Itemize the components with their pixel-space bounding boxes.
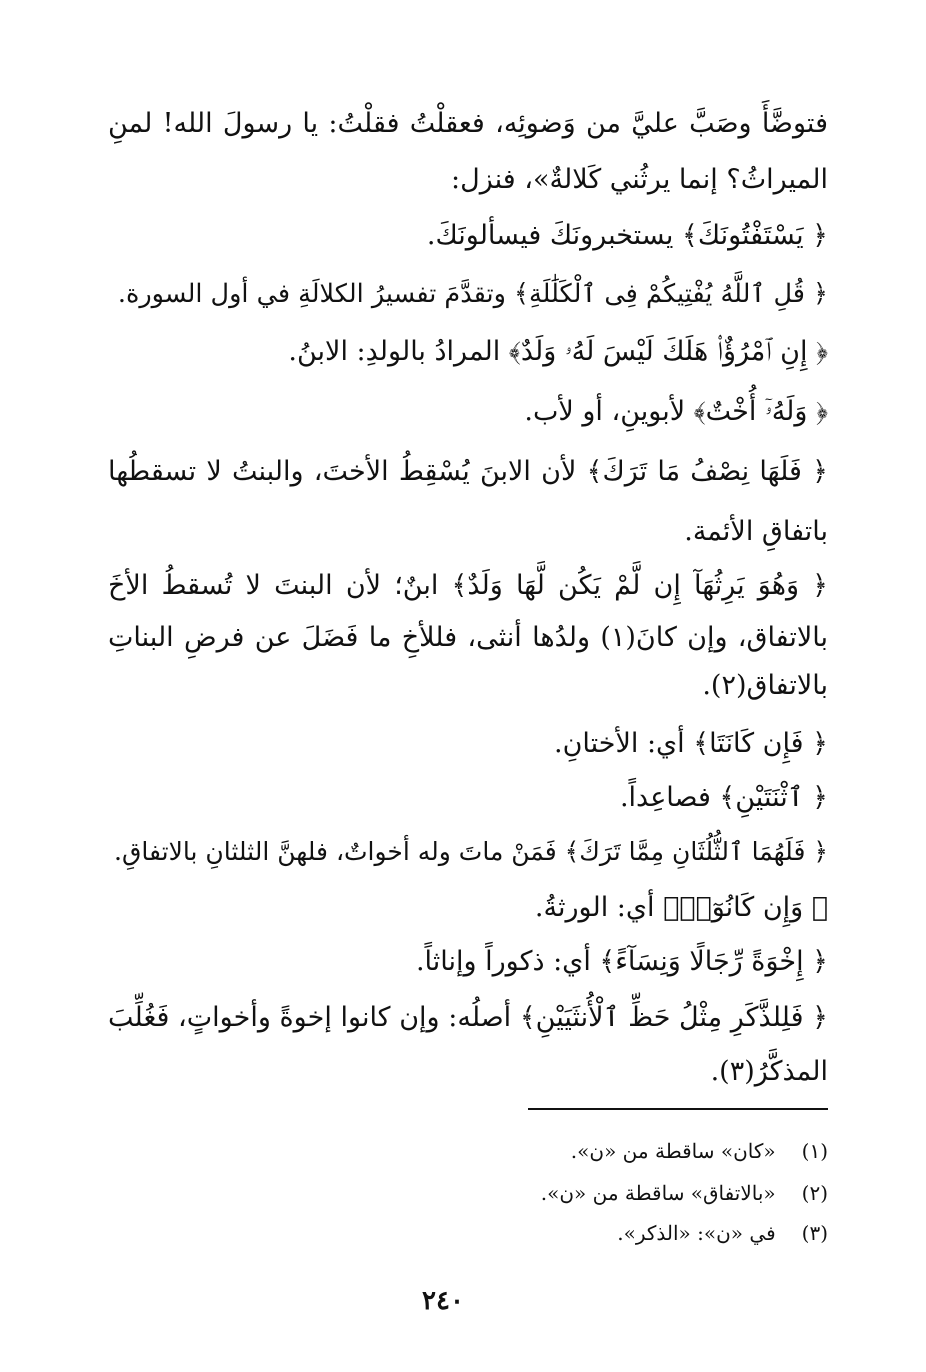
footnote-number: (١) [801,1139,828,1163]
text-line: فتوضَّأَ وصَبَّ عليَّ من وَضوئِه، فعقلْتُ فقلْتُ: يا رسولَ الله! لمنِ [108,108,828,139]
text-line: ﴿ إِنِ ٱمْرُؤٌا۟ هَلَكَ لَيْسَ لَهُۥ وَلَدٌ﴾ المرادُ بالولدِ: الابنُ. [288,336,828,367]
footnote-text: في «ن»: «الذكر». [617,1221,776,1245]
text-line: بالاتفاق، وإن كانَ(١) ولدُها أنثى، فللأخِ ما فَضَلَ عن فرضِ البناتِ [108,622,828,653]
text-line: ﴿ وَإِن كَانُوٓا۟﴾ أي: الورثةُ. [534,892,828,923]
footnote-number: (٣) [801,1221,828,1245]
text-line: ﴿ فَإِن كَانَتَا﴾ أي: الأختانِ. [553,728,828,759]
footnote-separator [528,1108,828,1110]
text-line: ﴿ وَلَهُۥٓ أُخْتٌ﴾ لأبوينِ، أو لأب. [524,396,828,427]
text-line: ﴿ إِخْوَةً رِّجَالًا وَنِسَآءً﴾ أي: ذكوراً وإناثاً. [415,946,828,977]
text-line: ﴿ قُلِ ٱللَّهُ يُفْتِيكُمْ فِى ٱلْكَلَٰلَةِ﴾ وتقدَّمَ تفسيرُ الكلالَةِ في أول السورة. [117,279,828,309]
footnote [108,1136,828,1166]
footnote-text: «كان» ساقطة من «ن». [570,1139,776,1163]
text-line: ﴿ فَلِلذَّكَرِ مِثْلُ حَظِّ ٱلْأُنثَيَيْنِ﴾ أصلُه: وإن كانوا إخوةً وأخواتٍ، فَغُلِّبَ [108,1002,828,1033]
text-line: باتفاقِ الأئمة. [684,516,828,547]
text-line: بالاتفاق(٢). [702,670,828,701]
text-line: ﴿ فَلَهَا نِصْفُ مَا تَرَكَ﴾ لأن الابنَ يُسْقِطُ الأختَ، والبنتُ لا تسقطُها [108,456,828,487]
text-line: ﴿ وَهُوَ يَرِثُهَآ إِن لَّمْ يَكُن لَّهَا وَلَدٌ﴾ ابنٌ؛ لأن البنتَ لا تُسقطُ الأخَ [108,570,828,601]
page-number: ٢٤٠ [422,1286,464,1316]
text-line: ﴿ يَسْتَفْتُونَكَ﴾ يستخبرونَكَ فيسألونَكَ. [426,220,828,251]
footnote [108,1178,828,1208]
text-line: ﴿ فَلَهُمَا ٱلثُّلُثَانِ مِمَّا تَرَكَ﴾ فَمَنْ ماتَ وله أخواتٌ، فلهنَّ الثلثانِ بالاتفاقِ. [114,837,828,866]
footnote-text: «بالاتفاق» ساقطة من «ن». [540,1181,776,1205]
text-line: الميراثُ؟ إنما يرثُني كَلالةٌ»، فنزل: [451,164,828,195]
text-line: المذكَّرُ(٣). [710,1056,828,1087]
footnote [108,1218,828,1248]
footnote-number: (٢) [801,1181,828,1205]
text-line: ﴿ ٱثْنَتَيْنِ﴾ فصاعِداً. [619,782,828,813]
